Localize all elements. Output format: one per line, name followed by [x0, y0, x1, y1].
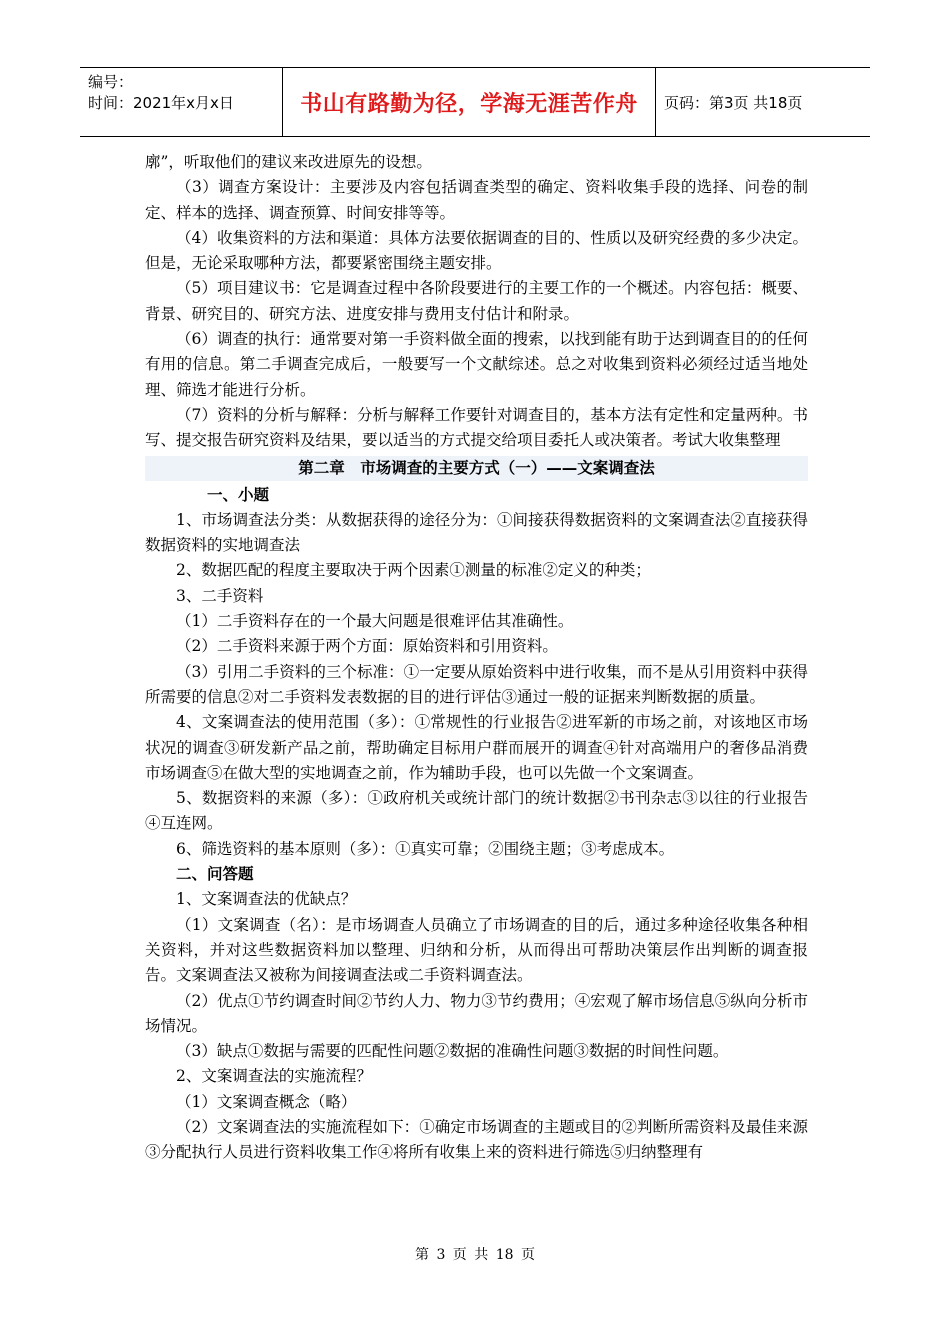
paragraph: （4）收集资料的方法和渠道：具体方法要依据调查的目的、性质以及研究经费的多少决定。但是，无论采取哪种方法，都要紧密围绕主题安排。 [145, 228, 808, 273]
section-title: 一、小题 [207, 485, 270, 504]
list-item: （2）二手资料来源于两个方面：原始资料和引用资料。 [176, 637, 558, 656]
list-item: 1、文案调查法的优缺点？ [176, 890, 357, 909]
section-title: 二、问答题 [176, 865, 254, 884]
list-item: （1）二手资料存在的一个最大问题是很难评估其准确性。 [176, 612, 574, 631]
list-item: （1）文案调查（名）：是市场调查人员确立了市场调查的目的后，通过多种途径收集各种相关资料，并对这些数据资料加以整理、归纳和分析，从而得出可帮助决策层作出判断的调查报告。文案调查法又被称为间接调查法或二手资料调查法。 [145, 915, 808, 985]
header-motto-cell [282, 68, 656, 136]
paragraph: 廓”，听取他们的建议来改进原先的设想。 [145, 153, 432, 171]
chapter-title: 第二章 市场调查的主要方式（一）——文案调查法 [145, 456, 808, 481]
list-item: （1）文案调查概念（略） [176, 1092, 357, 1111]
paragraph: （7）资料的分析与解释：分析与解释工作要针对调查目的，基本方法有定性和定量两种。书写、提交报告研究资料及结果，要以适当的方式提交给项目委托人或决策者。考试大收集整理 [145, 405, 808, 450]
list-item: 5、数据资料的来源（多）：①政府机关或统计部门的统计数据②书刊杂志③以往的行业报告④互连网。 [145, 789, 808, 833]
number-label: 编号： [88, 73, 134, 91]
page-label: 页码：第3页 共18页 [664, 93, 803, 112]
list-item: 6、筛选资料的基本原则（多）：①真实可靠；②围绕主题；③考虑成本。 [176, 839, 675, 858]
date-label: 时间：2021年x月x日 [88, 94, 234, 112]
list-item: 1、市场调查法分类：从数据获得的途径分为：①间接获得数据资料的文案调查法②直接获得数据资料的实地调查法 [145, 510, 808, 555]
page-footer: 第 3 页 共 18 页 [415, 1247, 535, 1263]
list-item: 3、二手资料 [176, 586, 264, 605]
page-header [80, 67, 870, 137]
header-meta [80, 68, 282, 136]
list-item: （3）缺点①数据与需要的匹配性问题②数据的准确性问题③数据的时间性问题。 [176, 1042, 729, 1061]
list-item: （3）引用二手资料的三个标准：①一定要从原始资料中进行收集，而不是从引用资料中获得所需要的信息②对二手资料发表数据的目的进行评估③通过一般的证据来判断数据的质量。 [145, 662, 808, 706]
paragraph: （6）调查的执行：通常要对第一手资料做全面的搜索，以找到能有助于达到调查目的的任何有用的信息。第二手调查完成后，一般要写一个文献综述。总之对收集到资料必须经过适当地处理、筛选才能进行分析。 [145, 330, 808, 399]
list-item: 2、文案调查法的实施流程？ [176, 1067, 372, 1086]
list-item: 4、文案调查法的使用范围（多）：①常规性的行业报告②进军新的市场之前，对该地区市场状况的调查③研发新产品之前，帮助确定目标用户群而展开的调查④针对高端用户的奢侈品消费市场调查⑤在做大型的实地调查之前，作为辅助手段，也可以先做一个文案调查。 [145, 713, 808, 782]
list-item: 2、数据匹配的程度主要取决于两个因素①测量的标准②定义的种类； [176, 561, 651, 580]
header-page-cell [656, 68, 870, 136]
list-item: （2）优点①节约调查时间②节约人力、物力③节约费用；④宏观了解市场信息⑤纵向分析市场情况。 [145, 991, 808, 1035]
paragraph: （5）项目建议书：它是调查过程中各阶段要进行的主要工作的一个概述。内容包括：概要、背景、研究目的、研究方法、进度安排与费用支付估计和附录。 [145, 279, 808, 323]
list-item: （2）文案调查法的实施流程如下：①确定市场调查的主题或目的②判断所需资料及最佳来源③分配执行人员进行资料收集工作④将所有收集上来的资料进行筛选⑤归纳整理有 [145, 1117, 808, 1162]
motto: 书山有路勤为径，学海无涯苦作舟 [300, 91, 638, 117]
paragraph: （3）调查方案设计：主要涉及内容包括调查类型的确定、资料收集手段的选择、问卷的制定、样本的选择、调查预算、时间安排等等。 [145, 178, 808, 222]
document-body [145, 150, 808, 1166]
